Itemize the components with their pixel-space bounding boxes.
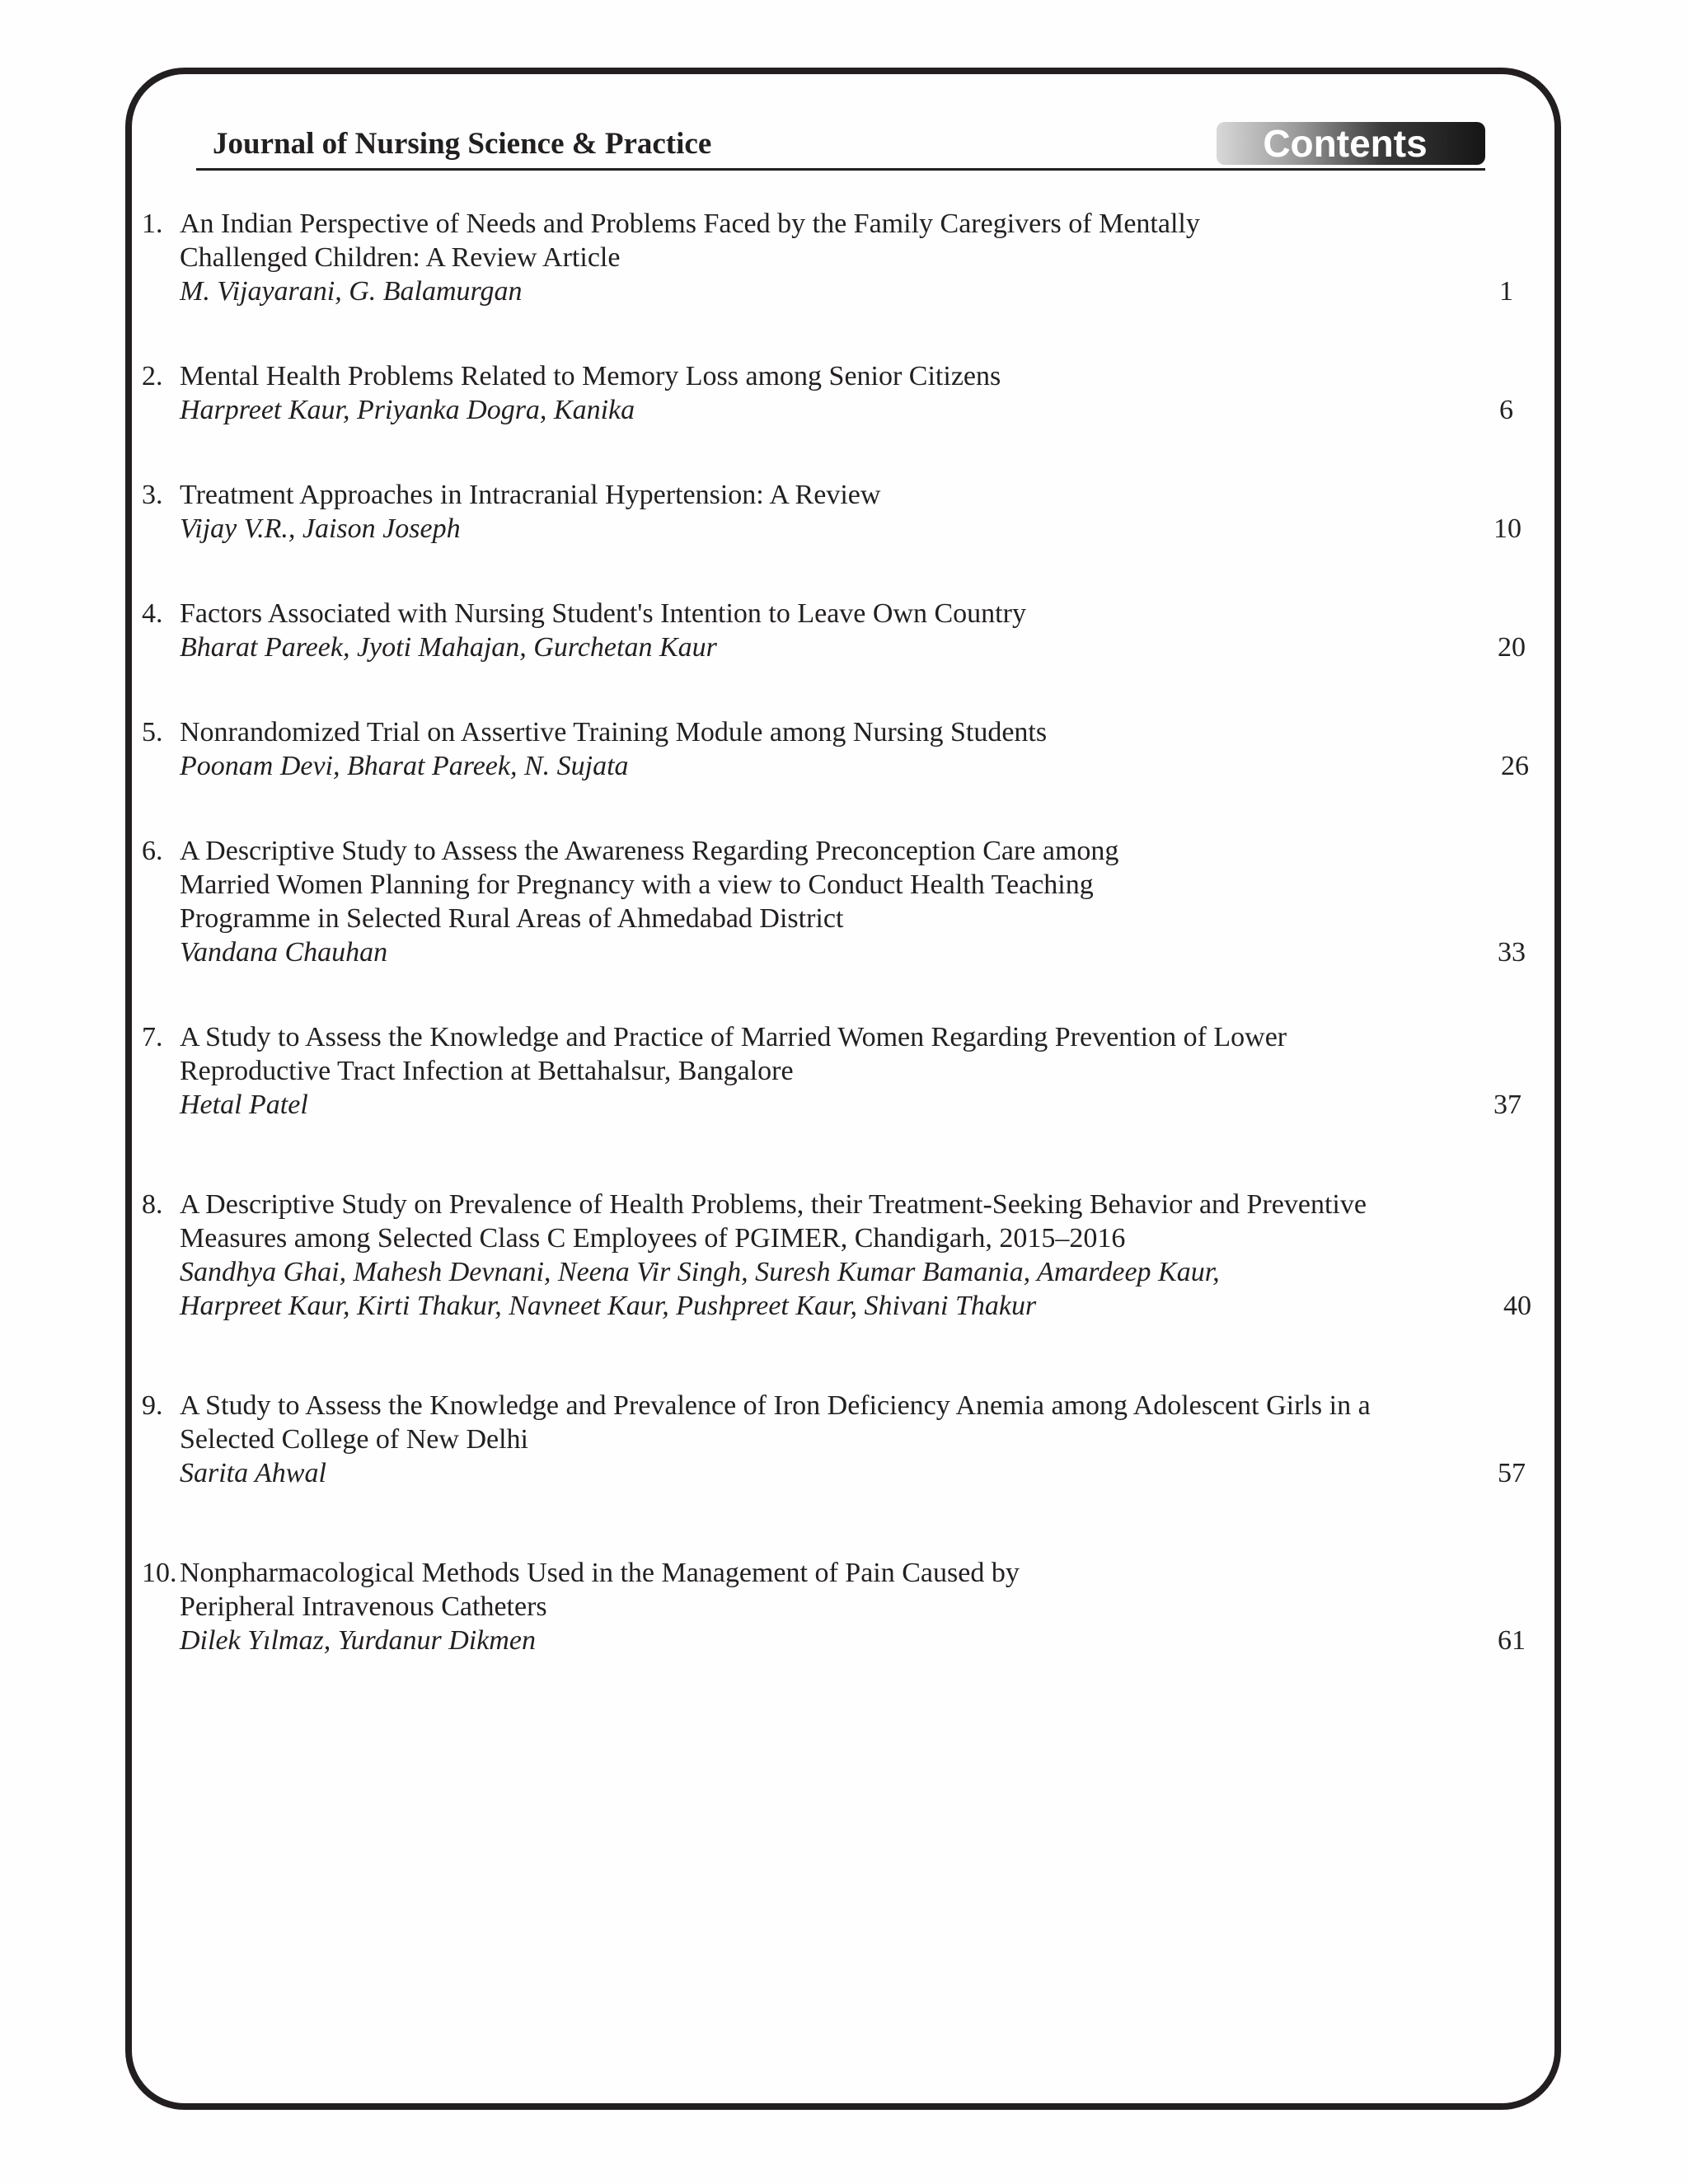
- toc-entry[interactable]: [140, 1556, 1541, 1657]
- page-number: 20: [1498, 632, 1526, 663]
- journal-header: [196, 120, 1485, 171]
- entry-number: 9.: [142, 1390, 163, 1421]
- toc-entry[interactable]: [140, 478, 1541, 546]
- article-title-line[interactable]: Factors Associated with Nursing Student's Intention to Leave Own Country: [180, 598, 1026, 629]
- article-title-line[interactable]: Programme in Selected Rural Areas of Ahmedabad District: [180, 903, 844, 934]
- entry-body: [180, 1020, 1465, 1122]
- page-number: 61: [1498, 1625, 1526, 1656]
- article-authors-line: Vijay V.R., Jaison Joseph: [180, 513, 461, 544]
- entry-body: [180, 207, 1465, 308]
- article-title-line[interactable]: Measures among Selected Class C Employees of PGIMER, Chandigarh, 2015–2016: [180, 1223, 1126, 1254]
- entry-body: [180, 1556, 1465, 1657]
- page-number: 37: [1493, 1090, 1522, 1120]
- journal-title: Journal of Nursing Science & Practice: [213, 127, 712, 161]
- entry-number: 2.: [142, 361, 163, 391]
- article-authors-line: M. Vijayarani, G. Balamurgan: [180, 276, 523, 307]
- article-title-line[interactable]: Reproductive Tract Infection at Bettahalsur, Bangalore: [180, 1056, 794, 1086]
- entry-body: [180, 834, 1465, 969]
- entry-body: [180, 1188, 1465, 1323]
- article-title-line[interactable]: An Indian Perspective of Needs and Problems Faced by the Family Caregivers of Mentally: [180, 209, 1200, 239]
- entry-number: 6.: [142, 836, 163, 866]
- toc-entry[interactable]: [140, 359, 1541, 427]
- article-authors-line: Hetal Patel: [180, 1090, 308, 1120]
- article-title-line[interactable]: Peripheral Intravenous Catheters: [180, 1591, 547, 1622]
- article-authors-line: Sarita Ahwal: [180, 1458, 326, 1488]
- article-title-line[interactable]: A Study to Assess the Knowledge and Practice of Married Women Regarding Prevention of Lower: [180, 1022, 1287, 1052]
- entry-number: 1.: [142, 209, 163, 239]
- page-number: 40: [1503, 1291, 1531, 1321]
- entry-body: [180, 715, 1465, 783]
- article-authors-line: Dilek Yılmaz, Yurdanur Dikmen: [180, 1625, 536, 1656]
- article-title-line[interactable]: Challenged Children: A Review Article: [180, 242, 621, 273]
- toc-entry[interactable]: [140, 207, 1541, 308]
- toc-entry[interactable]: [140, 1188, 1541, 1323]
- entry-number: 5.: [142, 717, 163, 748]
- article-authors-line: Vandana Chauhan: [180, 937, 388, 968]
- entry-body: [180, 597, 1465, 664]
- toc-entry[interactable]: [140, 834, 1541, 969]
- entry-body: [180, 478, 1465, 546]
- table-of-contents: [140, 207, 1541, 1657]
- toc-entry[interactable]: [140, 597, 1541, 664]
- article-title-line[interactable]: A Descriptive Study on Prevalence of Health Problems, their Treatment-Seeking Behavior and Preventive: [180, 1189, 1367, 1220]
- article-title-line[interactable]: Mental Health Problems Related to Memory Loss among Senior Citizens: [180, 361, 1001, 391]
- toc-entry[interactable]: [140, 1020, 1541, 1122]
- entry-number: 4.: [142, 598, 163, 629]
- page-number: 6: [1499, 395, 1513, 425]
- toc-entry[interactable]: [140, 1389, 1541, 1490]
- entry-number: 7.: [142, 1022, 163, 1052]
- page-number: 1: [1499, 276, 1513, 307]
- contents-tab: [1217, 122, 1485, 165]
- article-title-line[interactable]: A Study to Assess the Knowledge and Prevalence of Iron Deficiency Anemia among Adolescent Girls in a: [180, 1390, 1371, 1421]
- page-number: 33: [1498, 937, 1526, 968]
- entry-body: [180, 359, 1465, 427]
- article-title-line[interactable]: Nonrandomized Trial on Assertive Training Module among Nursing Students: [180, 717, 1048, 748]
- toc-entry[interactable]: [140, 715, 1541, 783]
- entry-body: [180, 1389, 1465, 1490]
- entry-number: 8.: [142, 1189, 163, 1220]
- page-number: 57: [1498, 1458, 1526, 1488]
- article-title-line[interactable]: A Descriptive Study to Assess the Awareness Regarding Preconception Care among: [180, 836, 1119, 866]
- article-title-line[interactable]: Treatment Approaches in Intracranial Hypertension: A Review: [180, 480, 881, 510]
- page-number: 10: [1493, 513, 1522, 544]
- entry-number: 10.: [142, 1558, 177, 1588]
- article-authors-line: Poonam Devi, Bharat Pareek, N. Sujata: [180, 751, 629, 781]
- article-title-line[interactable]: Married Women Planning for Pregnancy with a view to Conduct Health Teaching: [180, 869, 1094, 900]
- article-title-line[interactable]: Nonpharmacological Methods Used in the Management of Pain Caused by: [180, 1558, 1020, 1588]
- article-title-line[interactable]: Selected College of New Delhi: [180, 1424, 528, 1455]
- article-authors-line: Bharat Pareek, Jyoti Mahajan, Gurchetan Kaur: [180, 632, 717, 663]
- article-authors-line: Sandhya Ghai, Mahesh Devnani, Neena Vir Singh, Suresh Kumar Bamania, Amardeep Kaur,: [180, 1257, 1220, 1287]
- entry-number: 3.: [142, 480, 163, 510]
- article-authors-line: Harpreet Kaur, Priyanka Dogra, Kanika: [180, 395, 635, 425]
- page-number: 26: [1501, 751, 1529, 781]
- article-authors-line: Harpreet Kaur, Kirti Thakur, Navneet Kaur, Pushpreet Kaur, Shivani Thakur: [180, 1291, 1037, 1321]
- contents-tab-label: Contents: [1263, 122, 1428, 165]
